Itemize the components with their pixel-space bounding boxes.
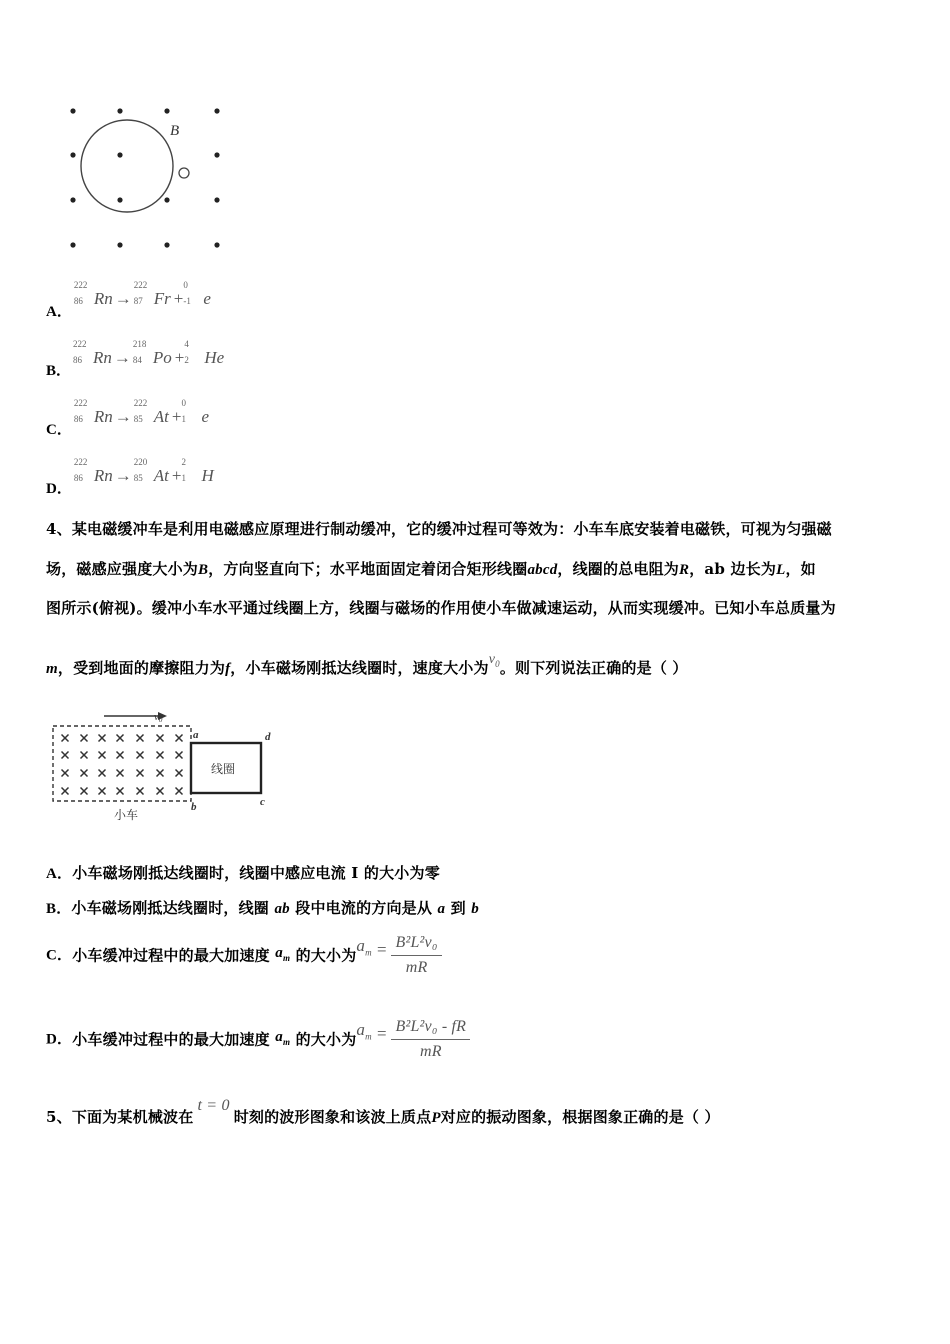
q5-text: 对应的振动图象，根据图象正确的是（ ）: [440, 1108, 720, 1126]
option-text: 小车磁场刚抵达线圈时，线圈中感应电流 I 的大小为零: [72, 864, 440, 882]
option-label: D．: [46, 1031, 73, 1048]
formula-lhs: $a_m$: [356, 936, 372, 958]
corner-c: c: [260, 796, 265, 808]
option-label: A．: [46, 304, 72, 320]
arrow: →: [114, 289, 132, 308]
particle-marker: [179, 168, 189, 178]
q4-text: ，ab 边长为: [689, 560, 777, 578]
corner-d: d: [265, 731, 271, 743]
q4-var-R: R: [679, 562, 690, 578]
decay-equation: [73, 457, 214, 485]
plus-sign: +: [174, 348, 185, 367]
q4-text: ，线圈的总电阻为: [557, 560, 680, 578]
option-label: C．: [46, 947, 73, 964]
formula-frac: $\frac{\text{B²L²v₀}}{mR}$: [391, 932, 441, 979]
q5-var-P: P: [431, 1110, 441, 1126]
nucleus-daughter: 222 87 Fr: [133, 280, 171, 308]
arrow: →: [113, 348, 131, 367]
q4-option-D: [46, 1016, 912, 1063]
q4-line3: [46, 597, 912, 619]
q5-time: t = 0: [197, 1097, 230, 1114]
arrow: →: [114, 407, 132, 426]
q4-var-L: L: [776, 562, 786, 578]
q4-text: ，受到地面的摩擦阻力为: [57, 659, 226, 677]
q4-option-C: [46, 932, 912, 979]
plus-sign: +: [171, 466, 182, 485]
nucleus-daughter: 220 85 At: [133, 457, 169, 485]
option-text: 的大小为: [290, 946, 357, 965]
q3-option: [46, 398, 209, 438]
q4-line2: [46, 558, 912, 581]
q4-option-B: [46, 897, 912, 920]
option-text: 的大小为: [290, 1030, 357, 1049]
q4-text: 。则下列说法正确的是（ ）: [499, 659, 688, 677]
q4-option-A: [46, 862, 912, 885]
option-label: C．: [46, 422, 72, 438]
q4-var-B: B: [198, 562, 209, 578]
nucleus-parent: 222 86 Rn: [73, 339, 112, 367]
q4-var-abcd: abcd: [527, 562, 558, 578]
q4-var-v0: $v_0$: [488, 652, 500, 669]
coil-car-figure: [46, 706, 286, 826]
option-text: 到: [445, 899, 472, 917]
plus-sign: +: [171, 407, 182, 426]
q3-option: [46, 457, 214, 497]
nucleus-parent: 222 86 Rn: [73, 457, 113, 485]
field-dots: [70, 108, 219, 247]
q4-line1: 4、某电磁缓冲车是利用电磁感应原理进行制动缓冲，它的缓冲过程可等效为：小车车底安装着电磁铁，可视为匀强磁: [46, 520, 832, 538]
var-am: $a_m$: [275, 945, 291, 963]
trajectory-circle: [81, 120, 173, 212]
nucleus-daughter: 222 85 At: [133, 398, 169, 426]
decay-equation: [73, 280, 211, 308]
var-a: a: [437, 901, 446, 917]
option-label: D．: [46, 481, 72, 497]
formula-lhs: $a_m$: [356, 1020, 372, 1042]
q4-var-f: f: [225, 661, 231, 677]
label-B: B: [170, 123, 180, 139]
q4-text: ，小车磁场刚抵达线圈时，速度大小为: [230, 659, 489, 677]
q4-text: ，方向竖直向下；水平地面固定着闭合矩形线圈: [208, 560, 528, 578]
nucleus-daughter: 218 84 Po: [132, 339, 172, 367]
formula-eq: =: [375, 939, 388, 959]
emitted-particle: 0 1 e: [181, 398, 209, 426]
decay-equation: [73, 339, 225, 367]
nucleus-parent: 222 86 Rn: [73, 398, 113, 426]
q3-option: [46, 339, 225, 379]
q4-text: 场，磁感应强度大小为: [46, 560, 199, 578]
q4-var-m: m: [46, 661, 58, 677]
option-label: A．: [46, 866, 73, 882]
option-label: B．: [46, 901, 72, 917]
v0-label: v0: [154, 711, 163, 724]
q5-stem: [46, 1097, 912, 1129]
var-ab: ab: [274, 901, 290, 917]
emitted-particle: 2 1 H: [181, 457, 214, 485]
coil-label: 线圈: [211, 762, 236, 776]
q5-text: 时刻的波形图象和该波上质点: [233, 1108, 432, 1126]
option-text: 小车磁场刚抵达线圈时，线圈: [71, 899, 275, 917]
formula-frac: $\frac{\text{B²L²v₀ - fR}}{mR}$: [391, 1016, 470, 1063]
nucleus-parent: 222 86 Rn: [73, 280, 113, 308]
q4-line4: [46, 652, 912, 685]
formula-eq: =: [375, 1023, 388, 1043]
var-b: b: [471, 901, 479, 917]
option-text: 小车缓冲过程中的最大加速度: [72, 1030, 276, 1049]
corner-b: b: [191, 801, 197, 813]
emitted-particle: 0 -1 e: [183, 280, 211, 308]
q4-text: ，如: [785, 560, 816, 578]
car-label: 小车: [114, 808, 139, 822]
decay-equation: [73, 398, 209, 426]
emitted-particle: 4 2 He: [184, 339, 225, 367]
arrow: →: [114, 466, 132, 485]
q5-text: 5、下面为某机械波在: [46, 1108, 194, 1126]
field-crosses: [62, 735, 183, 795]
option-label: B．: [46, 363, 72, 379]
q3-option: [46, 280, 211, 320]
plus-sign: +: [173, 289, 184, 308]
q4-stem: [46, 518, 912, 540]
magnetic-field-figure: [60, 98, 235, 258]
option-text: 小车缓冲过程中的最大加速度: [72, 946, 276, 965]
corner-a: a: [193, 729, 199, 741]
option-text: 段中电流的方向是从: [289, 899, 438, 917]
var-am: $a_m$: [275, 1029, 291, 1047]
q4-text: 图所示(俯视)。缓冲小车水平通过线圈上方，线圈与磁场的作用使小车做减速运动，从而实现缓冲。已知小车总质量为: [46, 599, 836, 617]
